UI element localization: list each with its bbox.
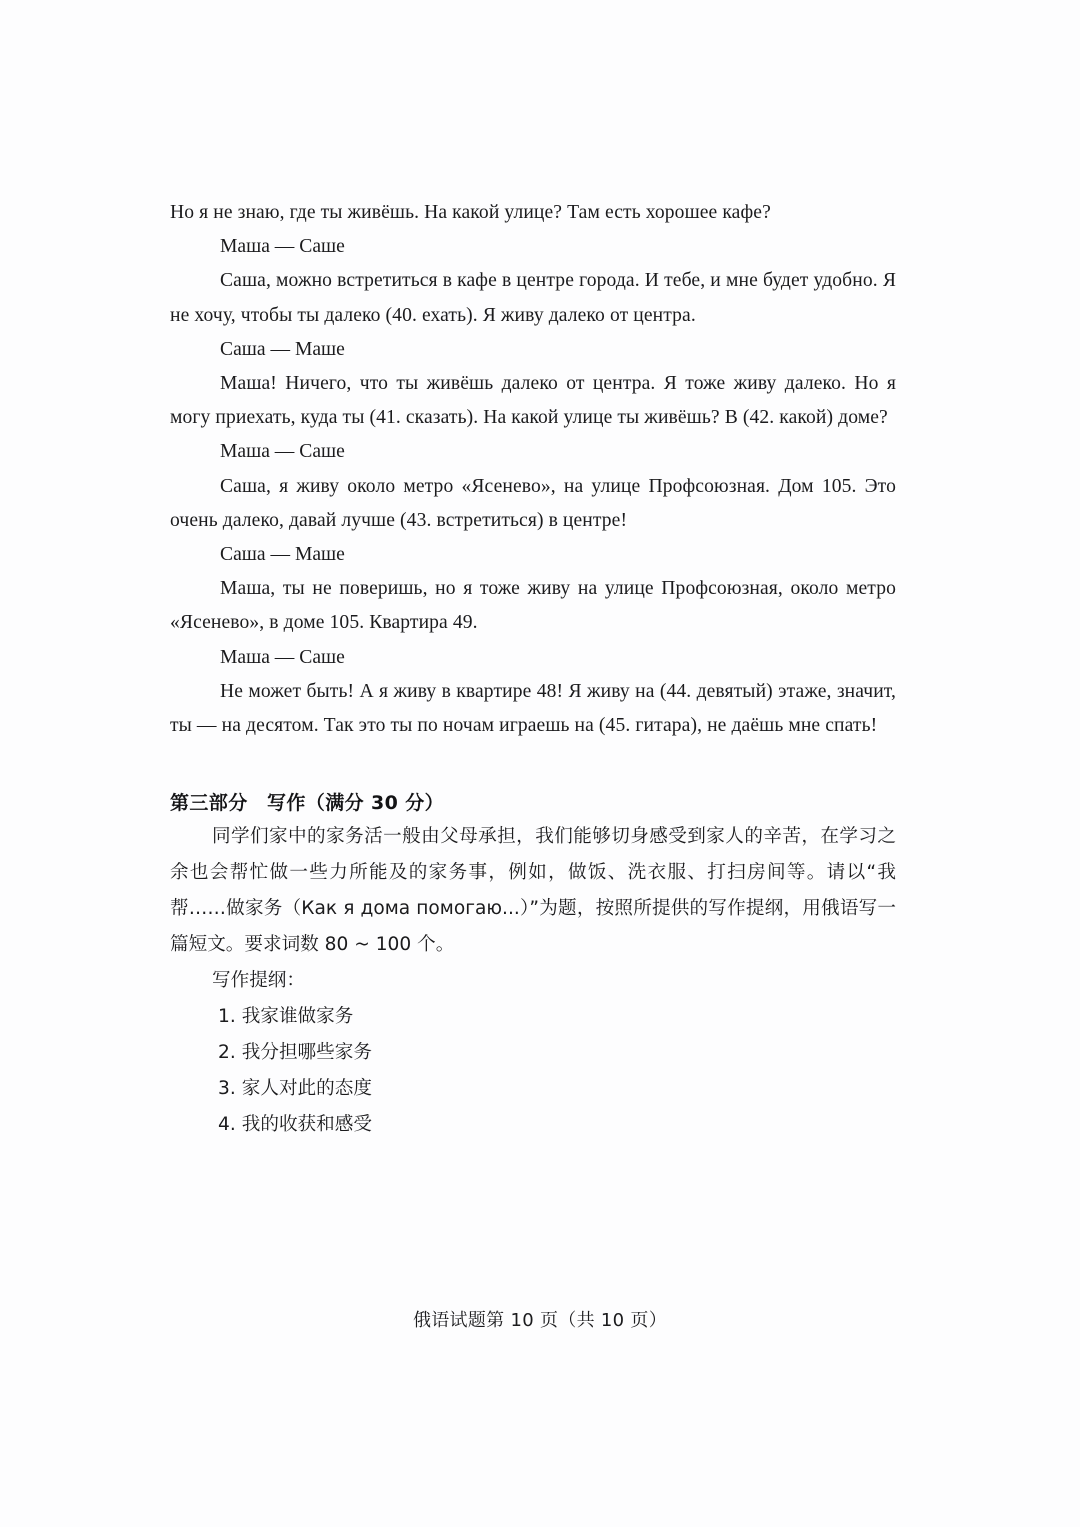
dialogue-turn-text: Саша, я живу около метро «Ясенево», на улице Профсоюзная. Дом 105. Это очень далеко, давай лучше (43. встретиться) в центре! <box>170 475 896 531</box>
dialogue-speaker: Саша — Маше <box>220 338 345 360</box>
page-footer: 俄语试题第 10 页（共 10 页） <box>412 1310 668 1331</box>
section-spacer <box>170 743 896 787</box>
dialogue-speaker: Маша — Саше <box>220 236 345 258</box>
dialogue-turn-text: Саша, можно встретиться в кафе в центре города. И тебе, и мне будет удобно. Я не хочу, чтобы ты далеко (40. ехать). Я живу далеко от центра. <box>170 270 896 326</box>
outline-item <box>170 999 896 1035</box>
dialogue-speaker: Саша — Маше <box>220 544 345 566</box>
outline-item-text: 家人对此的态度 <box>241 1078 372 1100</box>
dialogue-speaker: Маша — Саше <box>220 646 345 668</box>
dialogue-opening-line: Но я не знаю, где ты живёшь. На какой улице? Там есть хорошее кафе? <box>170 202 771 223</box>
writing-section-heading: 第三部分 写作（满分 30 分） <box>170 792 445 815</box>
outline-item-number: 3. <box>218 1078 236 1100</box>
outline-item <box>170 1071 896 1107</box>
writing-prompt: 同学们家中的家务活一般由父母承担，我们能够切身感受到家人的辛苦，在学习之余也会帮忙做一些力所能及的家务事，例如，做饭、洗衣服、打扫房间等。请以“我帮……做家务（Как я дома помогаю...）”为题，按照所提供的写作提纲，用俄语写一篇短文。要求词数 80 ~ 100 个。 <box>170 826 896 956</box>
outline-item <box>170 1107 896 1143</box>
outline-item-number: 4. <box>218 1114 236 1136</box>
dialogue-speaker: Маша — Саше <box>220 441 345 463</box>
outline-item-text: 我家谁做家务 <box>241 1006 354 1028</box>
outline-label: 写作提纲： <box>212 970 305 992</box>
outline-item-text: 我分担哪些家务 <box>241 1042 372 1064</box>
writing-outline-list <box>170 999 896 1143</box>
dialogue-turn-text: Не может быть! А я живу в квартире 48! Я живу на (44. девятый) этаже, значит, ты — на десятом. Так это ты по ночам играешь на (45. гитара), не даёшь мне спать! <box>170 680 896 737</box>
outline-item-number: 1. <box>218 1006 236 1028</box>
dialogue-block <box>170 196 896 743</box>
dialogue-turn-text: Маша, ты не поверишь, но я тоже живу на улице Профсоюзная, около метро «Ясенево», в доме 105. Квартира 49. <box>170 578 896 634</box>
writing-section <box>170 787 896 1143</box>
outline-item <box>170 1035 896 1071</box>
page-content <box>170 196 896 1143</box>
dialogue-turn-text: Маша! Ничего, что ты живёшь далеко от центра. Я тоже живу далеко. Но я могу приехать, куда ты (41. сказать). На какой улице ты живёшь? В (42. какой) доме? <box>170 373 896 429</box>
outline-item-number: 2. <box>218 1042 236 1064</box>
outline-item-text: 我的收获和感受 <box>241 1114 372 1136</box>
